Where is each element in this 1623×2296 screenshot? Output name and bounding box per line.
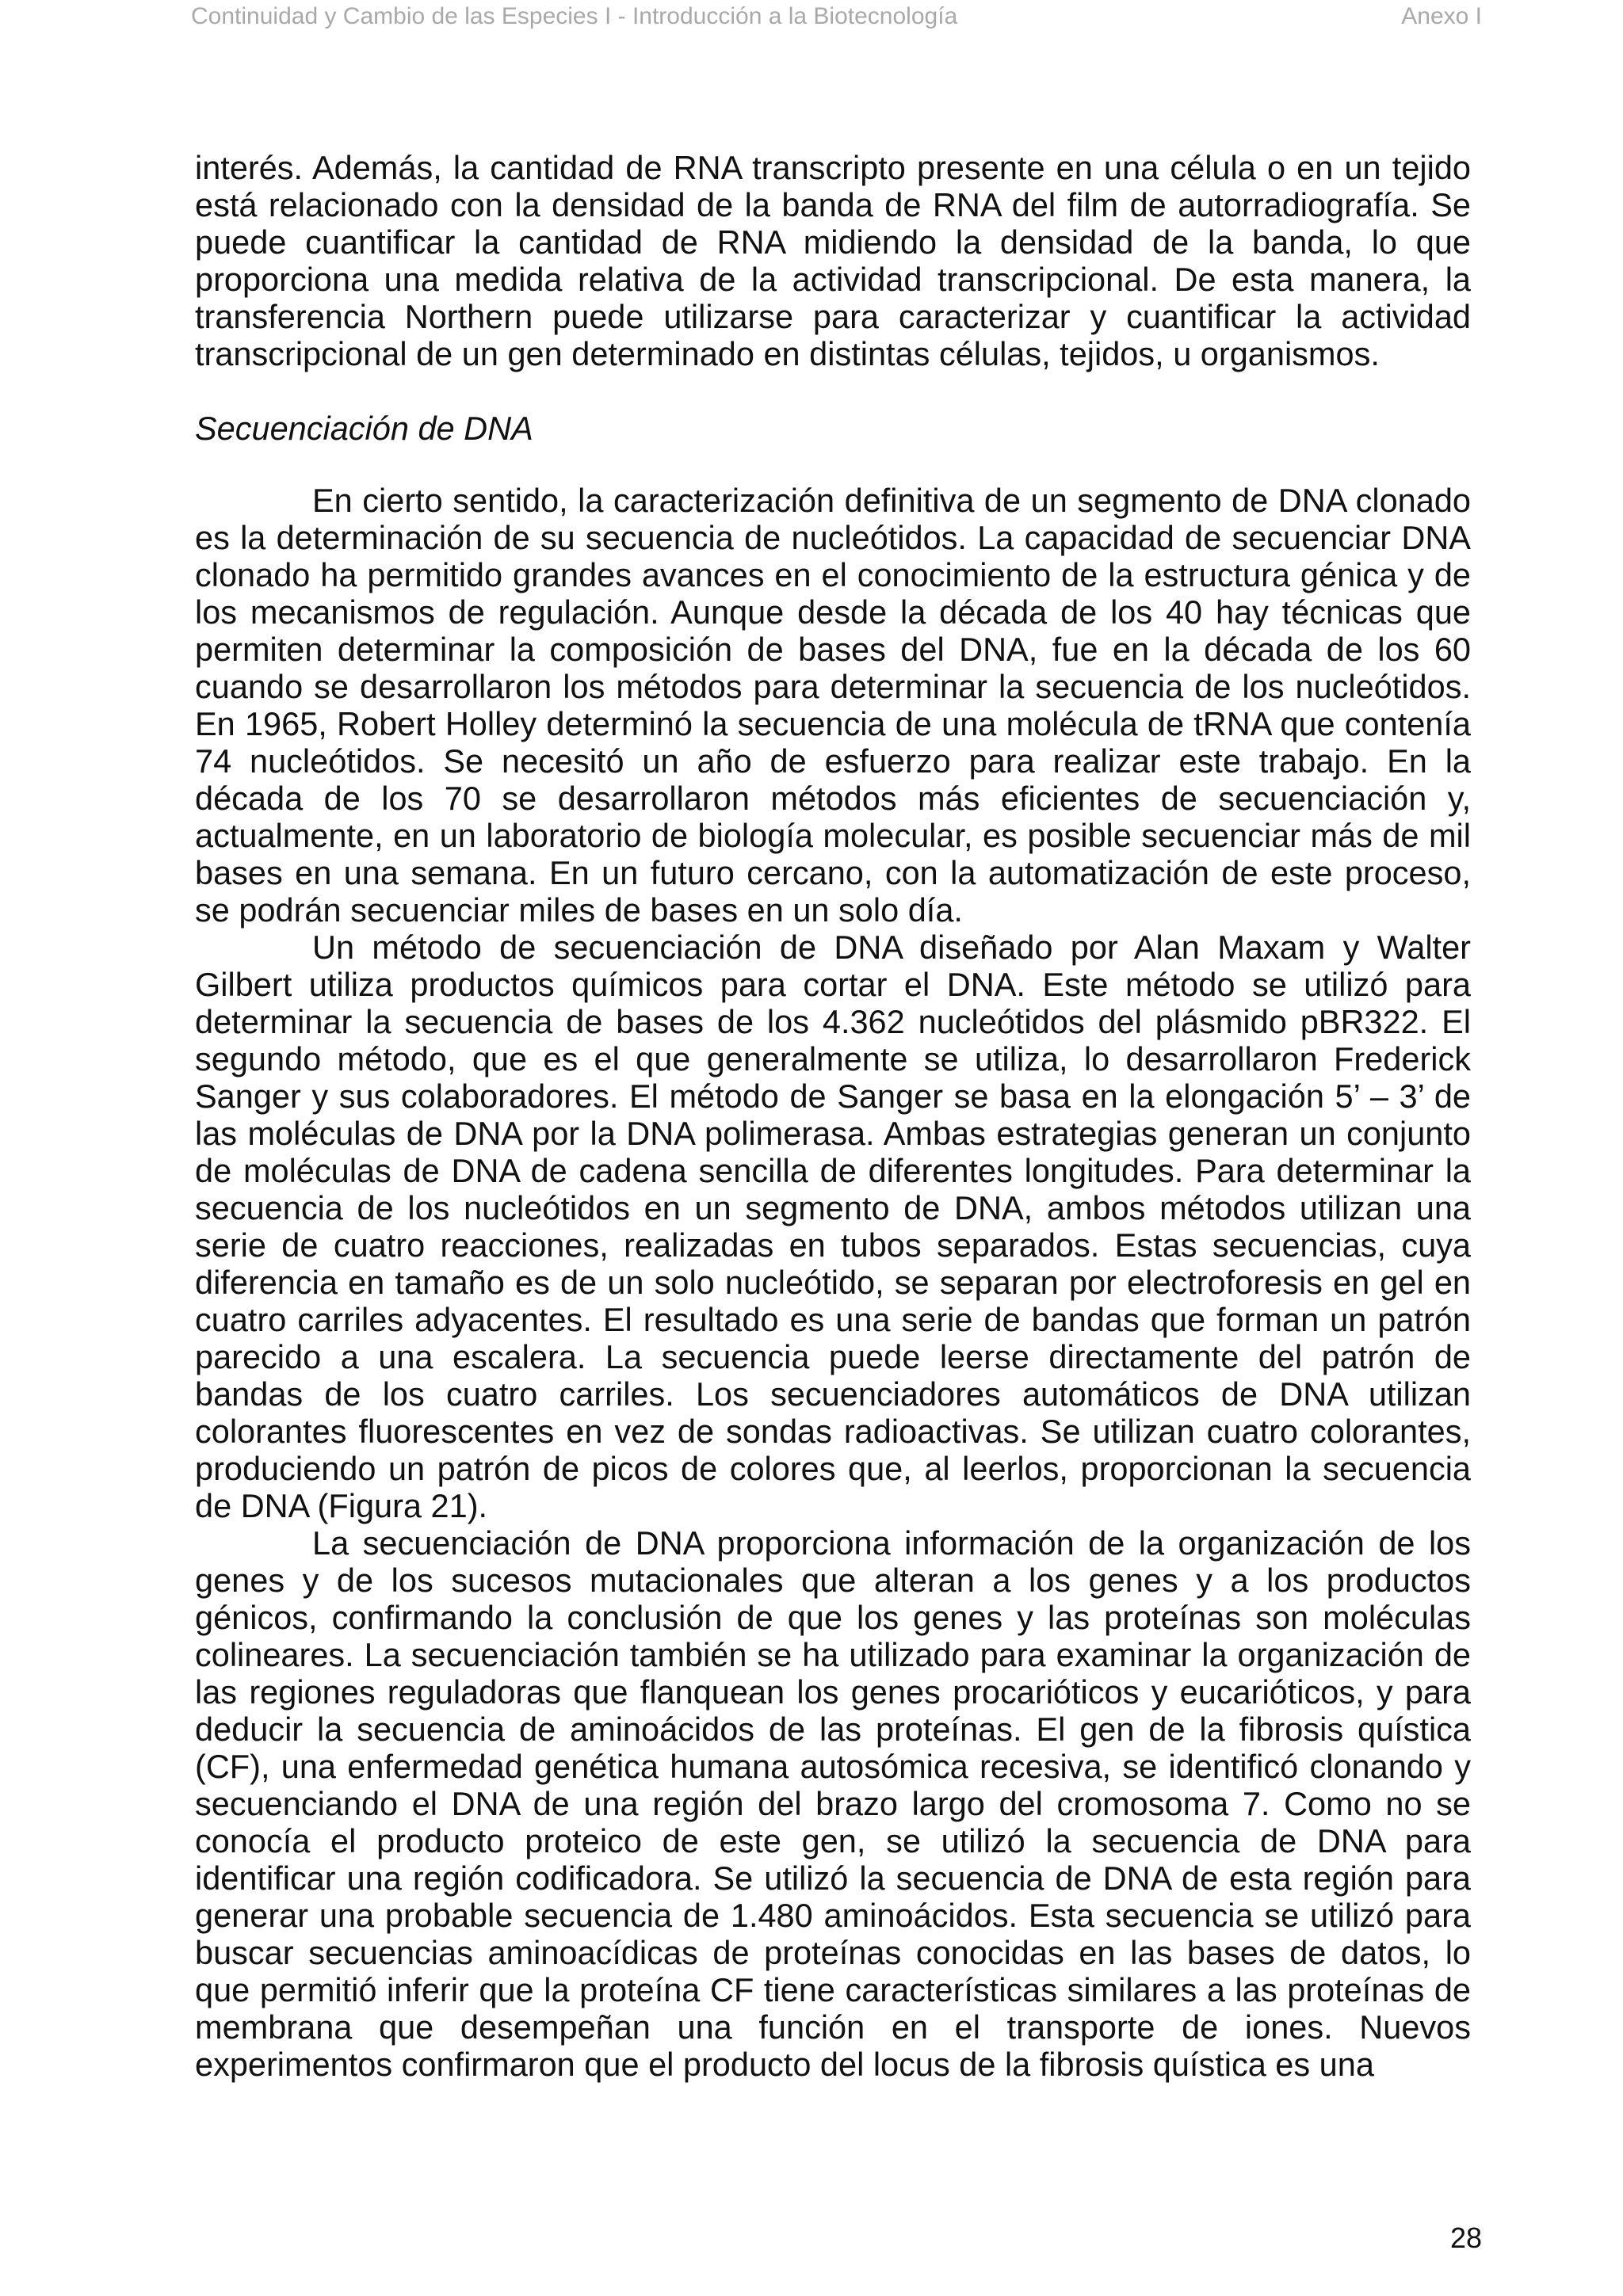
section-heading: Secuenciación de DNA: [195, 410, 533, 447]
paragraph-sequencing-applications: La secuenciación de DNA proporciona información de la organización de los genes y de los sucesos mutacionales que alteran a los genes y a los productos génicos, confirmando la conclusión de que los genes y las proteínas son moléculas colineares. La secuenciación también se ha utilizado para examinar la organización de las regiones reguladoras que flanquean los genes procarióticos y eucarióticos, y para deducir la secuencia de aminoácidos de las proteínas. El gen de la fibrosis quística (CF), una enfermedad genética humana autosómica recesiva, se identificó clonando y secuenciando el DNA de una región del brazo largo del cromosoma 7. Como no se conocía el producto proteico de este gen, se utilizó la secuencia de DNA para identificar una región codificadora. Se utilizó la secuencia de DNA de esta región para generar una probable secuencia de 1.480 aminoácidos. Esta secuencia se utilizó para buscar secuencias aminoacídicas de proteínas conocidas en las bases de datos, lo que permitió inferir que la proteína CF tiene características similares a las proteínas de membrana que desempeñan una función en el transporte de iones. Nuevos experimentos confirmaron que el producto del locus de la fibrosis quística es una: [195, 1524, 1471, 2083]
paragraph-sequencing-methods: Un método de secuenciación de DNA diseñado por Alan Maxam y Walter Gilbert utiliza productos químicos para cortar el DNA. Este método se utilizó para determinar la secuencia de bases de los 4.362 nucleótidos del plásmido pBR322. El segundo método, que es el que generalmente se utiliza, lo desarrollaron Frederick Sanger y sus colaboradores. El método de Sanger se basa en la elongación 5’ – 3’ de las moléculas de DNA por la DNA polimerasa. Ambas estrategias generan un conjunto de moléculas de DNA de cadena sencilla de diferentes longitudes. Para determinar la secuencia de los nucleótidos en un segmento de DNA, ambos métodos utilizan una serie de cuatro reacciones, realizadas en tubos separados. Estas secuencias, cuya diferencia en tamaño es de un solo nucleótido, se separan por electroforesis en gel en cuatro carriles adyacentes. El resultado es una serie de bandas que forman un patrón parecido a una escalera. La secuencia puede leerse directamente del patrón de bandas de los cuatro carriles. Los secuenciadores automáticos de DNA utilizan colorantes fluorescentes en vez de sondas radioactivas. Se utilizan cuatro colorantes, produciendo un patrón de picos de colores que, al leerlos, proporcionan la secuencia de DNA (Figura 21).: [195, 929, 1471, 1524]
paragraph-intro-sequencing: En cierto sentido, la caracterización definitiva de un segmento de DNA clonado es la determinación de su secuencia de nucleótidos. La capacidad de secuenciar DNA clonado ha permitido grandes avances en el conocimiento de la estructura génica y de los mecanismos de regulación. Aunque desde la década de los 40 hay técnicas que permiten determinar la composición de bases del DNA, fue en la década de los 60 cuando se desarrollaron los métodos para determinar la secuencia de los nucleótidos. En 1965, Robert Holley determinó la secuencia de una molécula de tRNA que contenía 74 nucleótidos. Se necesitó un año de esfuerzo para realizar este trabajo. En la década de los 70 se desarrollaron métodos más eficientes de secuenciación y, actualmente, en un laboratorio de biología molecular, es posible secuenciar más de mil bases en una semana. En un futuro cercano, con la automatización de este proceso, se podrán secuenciar miles de bases en un solo día.: [195, 482, 1471, 929]
paragraph-continuation: interés. Además, la cantidad de RNA transcripto presente en una célula o en un tejido está relacionado con la densidad de la banda de RNA del film de autorradiografía. Se puede cuantificar la cantidad de RNA midiendo la densidad de la banda, lo que proporciona una medida relativa de la actividad transcripcional. De esta manera, la transferencia Northern puede utilizarse para caracterizar y cuantificar la actividad transcripcional de un gen determinado en distintas células, tejidos, u organismos.: [195, 149, 1471, 372]
running-header-section: Anexo I: [1401, 3, 1482, 29]
page-header: [0, 0, 1623, 40]
page-number: 28: [1449, 2222, 1482, 2254]
page-body: [195, 149, 1471, 2083]
running-header-title: Continuidad y Cambio de las Especies I - Introducción a la Biotecnología: [191, 3, 958, 29]
